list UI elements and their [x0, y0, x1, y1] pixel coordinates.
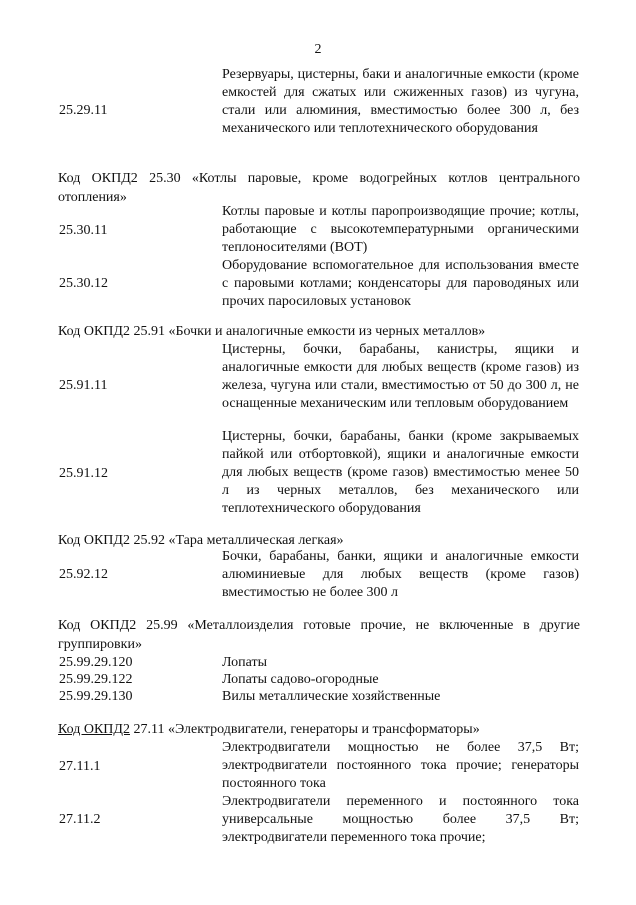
entry-code: 25.99.29.120 — [59, 655, 133, 670]
entry-description: Лопаты — [222, 655, 268, 670]
entry-code: 25.99.29.130 — [59, 689, 133, 704]
entry-description: Цистерны, бочки, барабаны, банки (кроме закрываемых пайкой или отбортовкой), ящики и аналогичные емкости для любых веществ (кроме газов) вместимостью менее 50 л из черных металлов, без механического или теплотехнического оборудования — [222, 429, 579, 516]
entry-code: 27.11.1 — [59, 759, 101, 774]
entry-description: Резервуары, цистерны, баки и аналогичные емкости (кроме емкостей для сжатых или сжиженных газов) из чугуна, стали или алюминия, вместимостью более 300 л, без механического или теплотехнического оборудования — [222, 67, 579, 136]
section-heading-25-92: Код ОКПД2 25.92 «Тара металлическая легкая» — [58, 533, 344, 548]
entry-description: Электродвигатели мощностью не более 37,5 Вт; электродвигатели постоянного тока прочие; генераторы постоянного тока — [222, 740, 579, 791]
section-heading-25-30: Код ОКПД2 25.30 «Котлы паровые, кроме водогрейных котлов центрального отопления» — [58, 171, 580, 205]
entry-code: 25.30.12 — [59, 276, 108, 291]
entry-code: 25.92.12 — [59, 567, 108, 582]
entry-description: Оборудование вспомогательное для использования вместе с паровыми котлами; конденсаторы для пароводяных или прочих паросиловых установок — [222, 258, 579, 309]
heading-text: 27.11 «Электродвигатели, генераторы и трансформаторы» — [129, 722, 480, 737]
entry-description: Котлы паровые и котлы паропроизводящие прочие; котлы, работающие с высокотемпературными органическими теплоносителями (ВОТ) — [222, 204, 579, 255]
section-heading-27-11 — [58, 720, 580, 739]
entry-code: 25.29.11 — [59, 103, 108, 118]
section-heading-25-91: Код ОКПД2 25.91 «Бочки и аналогичные емкости из черных металлов» — [58, 324, 486, 339]
entry-code: 25.30.11 — [59, 223, 108, 238]
entry-description: Лопаты садово-огородные — [222, 672, 379, 687]
heading-prefix: Код ОКПД2 — [58, 722, 130, 737]
entry-code: 27.11.2 — [59, 812, 101, 827]
entry-description: Вилы металлические хозяйственные — [222, 689, 441, 704]
entry-code: 25.91.11 — [59, 378, 108, 393]
entry-code: 25.99.29.122 — [59, 672, 133, 687]
page-number: 2 — [314, 42, 322, 57]
entry-description: Бочки, барабаны, банки, ящики и аналогичные емкости алюминиевые для любых веществ (кроме газов) вместимостью не более 300 л — [222, 549, 579, 600]
entry-description: Электродвигатели переменного и постоянного тока универсальные мощностью более 37,5 Вт; электродвигатели переменного тока прочие; — [222, 794, 579, 845]
entry-code: 25.91.12 — [59, 466, 108, 481]
entry-description: Цистерны, бочки, барабаны, канистры, ящики и аналогичные емкости для любых веществ (кроме газов) из железа, чугуна или стали, вместимостью от 50 до 300 л, не оснащенные механическим или тепловым оборудованием — [222, 342, 579, 411]
section-heading-25-99: Код ОКПД2 25.99 «Металлоизделия готовые прочие, не включенные в другие группировки» — [58, 618, 580, 652]
